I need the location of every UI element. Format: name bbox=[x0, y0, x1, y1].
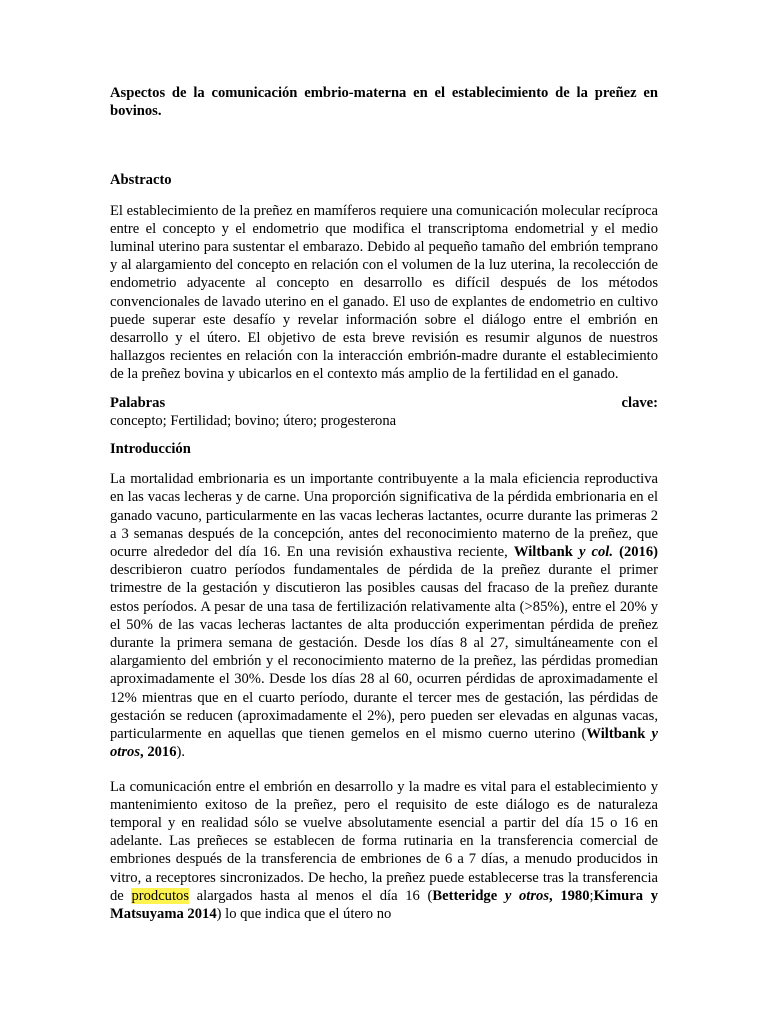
abstract-heading: Abstracto bbox=[110, 172, 172, 189]
paragraph-text: ) lo que indica que el útero no bbox=[216, 905, 392, 922]
citation-etal: y col. bbox=[578, 544, 613, 561]
citation-separator: ; bbox=[589, 887, 594, 904]
introduction-paragraph-2 bbox=[110, 778, 658, 924]
paragraph-text: La comunicación entre el embrión en desarrollo y la madre es vital para el establecimiento y mantenimiento exitoso de la preñez, pero el requisito de este diálogo es de naturaleza temporal y en realidad sólo se vuelve absolutamente esencial a partir del día 15 o 16 en adelante. Las preñeces se establecen de forma rutinaria en la transferencia comercial de embriones después de la transferencia de embriones de 6 a 7 días, a menudo producidos in vitro, a receptores sincronizados. De hecho, la preñez puede establecerse tras la transferencia de bbox=[110, 778, 658, 904]
citation-year: , 1980 bbox=[549, 887, 590, 904]
paragraph-text: alargados hasta al menos el día 16 ( bbox=[189, 887, 433, 904]
citation-author: Betteridge bbox=[432, 887, 505, 904]
spacer bbox=[110, 120, 658, 171]
citation-author: Wiltbank bbox=[513, 544, 579, 561]
spacer bbox=[110, 430, 658, 440]
introduction-heading: Introducción bbox=[110, 441, 191, 458]
spacer bbox=[110, 190, 658, 202]
citation-year: (2016) bbox=[613, 544, 659, 561]
keywords-label-left: Palabras bbox=[110, 394, 166, 411]
citation-year: , 2016 bbox=[140, 744, 177, 761]
introduction-paragraph-1 bbox=[110, 470, 658, 761]
highlighted-word: prodcutos bbox=[131, 887, 189, 904]
abstract-text: El establecimiento de la preñez en mamíferos requiere una comunicación molecular recíproca entre el concepto y el endometrio que modifica el transcriptoma endometrial y el medio luminal uterino para sustentar el embarazo. Debido al pequeño tamaño del embrión temprano y al alargamiento del concepto en relación con el volumen de la luz uterina, la recolección de endometrio adyacente al concepto en desarrollo es difícil después de los métodos convencionales de lavado uterino en el ganado. El uso de explantes de endometrio en cultivo puede superar este desafío y revelar información sobre el diálogo entre el embrión en desarrollo y el útero. El objetivo de esta breve revisión es resumir algunos de nuestros hallazgos recientes en relación con la interacción embrión-madre durante el establecimiento de la preñez bovina y ubicarlos en el contexto más amplio de la fertilidad en el ganado. bbox=[110, 202, 658, 383]
spacer bbox=[110, 384, 658, 394]
document-title: Aspectos de la comunicación embrio-materna en el establecimiento de la preñez en bovinos. bbox=[110, 85, 658, 120]
keywords-text: concepto; Fertilidad; bovino; útero; progesterona bbox=[110, 412, 397, 429]
spacer bbox=[110, 762, 658, 778]
citation-etal: y otros bbox=[504, 887, 550, 904]
keywords-label-right: clave: bbox=[621, 394, 658, 411]
spacer bbox=[110, 458, 658, 470]
paragraph-text: describieron cuatro períodos fundamentales de pérdida de la preñez durante el primer trimestre de la gestación y discutieron las posibles causas del fracaso de la preñez durante estos períodos. A pesar de una tasa de fertilización relativamente alta (>85%), entre el 20% y el 50% de las vacas lecheras lactantes de alta producción experimentan pérdida de preñez durante la primera semana de gestación. Desde los días 8 al 27, simultáneamente con el alargamiento del embrión y el reconocimiento materno de la preñez, las pérdidas promedian aproximadamente el 30%. Desde los días 28 al 60, ocurren pérdidas de aproximadamente el 12% mientras que en el cuarto período, durante el tercer mes de gestación, las pérdidas de gestación se reducen (aproximadamente el 2%), pero pueden ser elevadas en algunas vacas, particularmente en aquellas que tienen gemelos en el mismo cuerno uterino ( bbox=[110, 562, 658, 743]
paragraph-text: La mortalidad embrionaria es un importante contribuyente a la mala eficiencia reproductiva en las vacas lecheras y de carne. Una proporción significativa de la pérdida embrionaria en el ganado vacuno, particularmente en las vacas lecheras lactantes, ocurre durante las primeras 2 a 3 semanas después de la concepción, antes del reconocimiento materno de la preñez, que ocurre alrededor del día 16. En una revisión exhaustiva reciente, bbox=[110, 471, 658, 561]
citation-author: Wiltbank bbox=[586, 726, 652, 743]
paragraph-text: ). bbox=[176, 744, 186, 761]
keywords-label bbox=[110, 394, 658, 412]
citation-author: Kimura y Matsuyama 2014 bbox=[110, 887, 659, 922]
citation-etal: y otros bbox=[110, 726, 658, 761]
